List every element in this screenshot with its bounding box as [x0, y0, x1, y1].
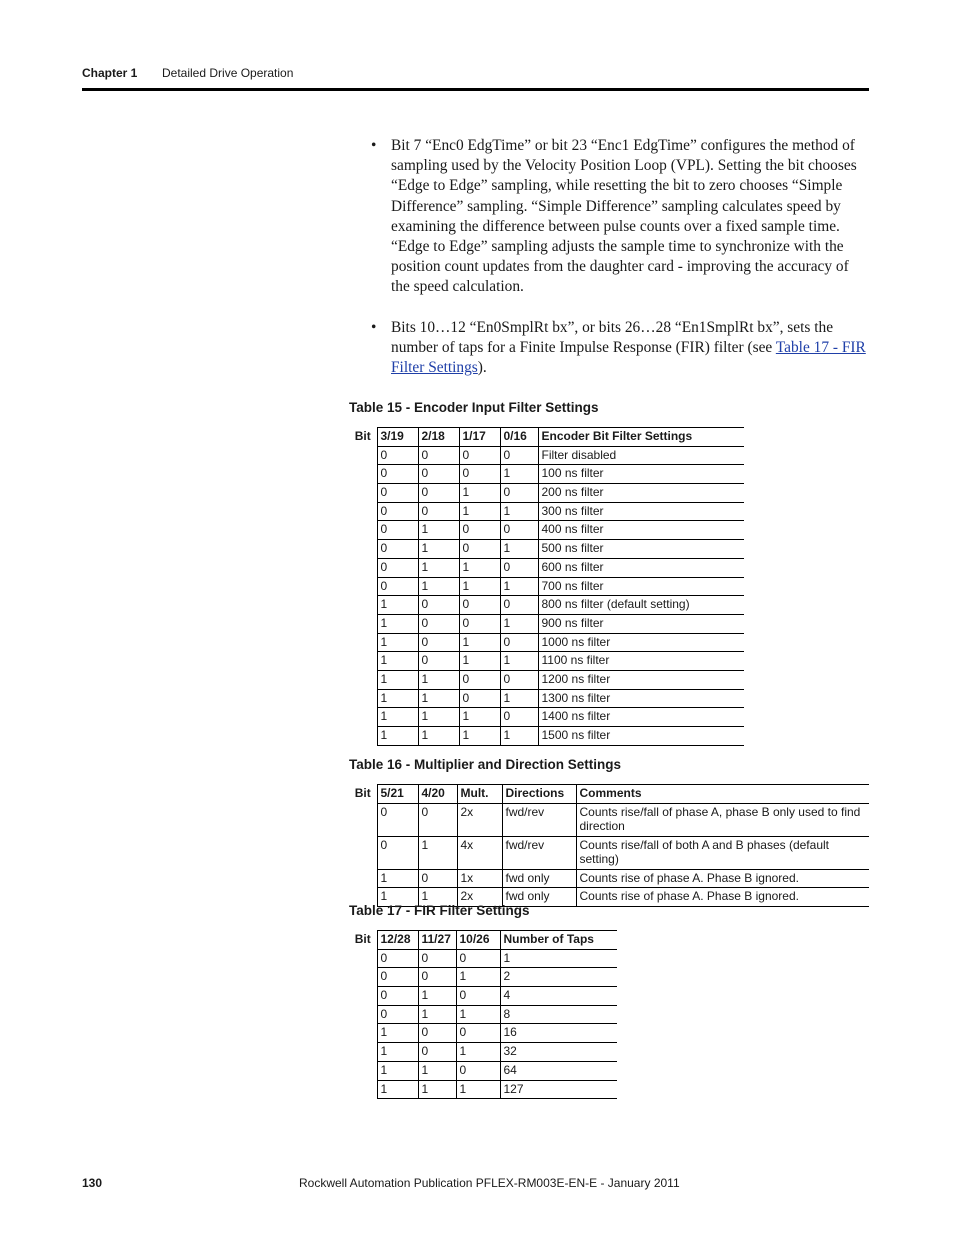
table15-bit-spacer	[349, 446, 377, 465]
table15-cell: 700 ns filter	[538, 577, 744, 596]
table15-header-row	[349, 428, 744, 447]
table15-bit-spacer	[349, 558, 377, 577]
table15-cell: 1	[500, 540, 538, 559]
table15-cell: 900 ns filter	[538, 614, 744, 633]
table15-cell: 0	[377, 577, 418, 596]
table15-cell: 1	[459, 502, 500, 521]
table17-bit-spacer	[349, 1005, 377, 1024]
table15-cell: 1	[377, 689, 418, 708]
table15-cell: 0	[459, 670, 500, 689]
table16-row	[349, 836, 869, 869]
table15-bit-spacer	[349, 670, 377, 689]
table17-cell: 16	[500, 1024, 617, 1043]
table17-header-cell: Number of Taps	[500, 931, 617, 950]
table15-cell: 1	[418, 689, 459, 708]
table17-header-bit: Bit	[354, 931, 371, 946]
table17-header-cell: 11/27	[418, 931, 456, 950]
table15-cell: 1200 ns filter	[538, 670, 744, 689]
table17-cell: 8	[500, 1005, 617, 1024]
table17-cell: 0	[377, 1005, 418, 1024]
table15-bit-spacer	[349, 465, 377, 484]
table15-bit-spacer	[349, 614, 377, 633]
table15-bit-spacer	[349, 596, 377, 615]
table17-cell: 1	[377, 1043, 418, 1062]
table16-cell: 1x	[457, 869, 502, 888]
table16-cell: 4x	[457, 836, 502, 869]
table17-cell: 1	[500, 949, 617, 968]
table17-fir-filter	[349, 930, 617, 1099]
table17-bit-spacer	[349, 1043, 377, 1062]
table15-header-cell: 3/19	[377, 428, 418, 447]
table17-cell: 0	[456, 949, 500, 968]
table15-cell: 1	[500, 652, 538, 671]
table16-cell: fwd only	[502, 888, 576, 907]
table16-row	[349, 803, 869, 836]
table17-row	[349, 949, 617, 968]
table15-row	[349, 633, 744, 652]
table15-cell: 1	[418, 727, 459, 746]
table15-row	[349, 502, 744, 521]
table15-cell: 0	[418, 446, 459, 465]
table15-cell: 0	[418, 596, 459, 615]
table15-cell: 0	[459, 596, 500, 615]
table15-bit-spacer	[349, 727, 377, 746]
table16-row	[349, 869, 869, 888]
table15-cell: 300 ns filter	[538, 502, 744, 521]
table17-cell: 0	[418, 968, 456, 987]
table16-cell: fwd/rev	[502, 836, 576, 869]
table15-row	[349, 652, 744, 671]
table15-cell: 200 ns filter	[538, 484, 744, 503]
table17-caption: Table 17 - FIR Filter Settings	[349, 903, 530, 918]
table17-cell: 0	[456, 1061, 500, 1080]
table15-cell: 1	[500, 614, 538, 633]
page-number: 130	[82, 1176, 103, 1190]
body-text	[371, 136, 871, 378]
table17-bit-spacer	[349, 1024, 377, 1043]
table17-cell: 1	[377, 1024, 418, 1043]
table15-row	[349, 540, 744, 559]
table16-multiplier-direction	[349, 784, 869, 907]
table17-row	[349, 1061, 617, 1080]
table15-cell: 1000 ns filter	[538, 633, 744, 652]
table17-cell: 1	[456, 1080, 500, 1099]
bullet-smplrt	[371, 318, 871, 379]
table17-cell: 0	[377, 968, 418, 987]
table15-cell: 1	[500, 689, 538, 708]
table16-cell: fwd only	[502, 869, 576, 888]
table16-cell: Counts rise of phase A. Phase B ignored.	[576, 869, 869, 888]
table17-cell: 1	[418, 1005, 456, 1024]
table15-cell: 0	[459, 521, 500, 540]
table17-cell: 0	[456, 987, 500, 1006]
table15-cell: 100 ns filter	[538, 465, 744, 484]
table15-row	[349, 558, 744, 577]
table17-row	[349, 1080, 617, 1099]
table15-bit-spacer	[349, 652, 377, 671]
table15-cell: 0	[418, 502, 459, 521]
table16-header-cell: 4/20	[418, 785, 457, 804]
table15-cell: 1	[418, 708, 459, 727]
table15-cell: 400 ns filter	[538, 521, 744, 540]
table16-cell: 1	[377, 869, 418, 888]
table17-cell: 0	[377, 949, 418, 968]
table15-bit-spacer	[349, 540, 377, 559]
table15-cell: 1	[377, 633, 418, 652]
table15-cell: 0	[500, 708, 538, 727]
table17-bit-spacer	[349, 968, 377, 987]
table16-cell: 0	[377, 803, 418, 836]
table17-cell: 127	[500, 1080, 617, 1099]
table16-cell: 1	[418, 836, 457, 869]
table16-cell: fwd/rev	[502, 803, 576, 836]
table17-cell: 64	[500, 1061, 617, 1080]
table17-cell: 0	[418, 1024, 456, 1043]
table17-cell: 4	[500, 987, 617, 1006]
table17-cell: 1	[418, 1061, 456, 1080]
table15-cell: 1	[377, 670, 418, 689]
table15-cell: Filter disabled	[538, 446, 744, 465]
table16-cell: 0	[377, 836, 418, 869]
table17-cell: 1	[377, 1080, 418, 1099]
table17-cell: 0	[377, 987, 418, 1006]
bullet-smplrt-text: Bits 10…12 “En0SmplRt bx”, or bits 26…28 “En1SmplRt bx”, sets the number of taps for a Finite Impulse Response (FIR) filter (see	[391, 318, 834, 356]
table17-cell: 2	[500, 968, 617, 987]
table16-caption: Table 16 - Multiplier and Direction Settings	[349, 757, 622, 772]
publication-footer: Rockwell Automation Publication PFLEX-RM003E-EN-E - January 2011	[299, 1176, 680, 1190]
table15-cell: 1	[459, 577, 500, 596]
table15-cell: 1100 ns filter	[538, 652, 744, 671]
chapter-label: Chapter 1	[82, 66, 138, 80]
table15-cell: 0	[500, 558, 538, 577]
table15-cell: 1	[418, 670, 459, 689]
chapter-title: Detailed Drive Operation	[162, 66, 294, 80]
table15-cell: 1	[500, 727, 538, 746]
table15-cell: 0	[377, 502, 418, 521]
header-rule	[82, 88, 869, 91]
table15-row	[349, 689, 744, 708]
table17-bit-spacer	[349, 1061, 377, 1080]
table15-cell: 1	[418, 540, 459, 559]
table16-cell: 0	[418, 869, 457, 888]
table17-bit-spacer	[349, 987, 377, 1006]
table15-bit-spacer	[349, 577, 377, 596]
table15-bit-spacer	[349, 502, 377, 521]
table17-cell: 1	[418, 987, 456, 1006]
table15-cell: 0	[459, 465, 500, 484]
table15-cell: 0	[500, 670, 538, 689]
table16-cell: Counts rise/fall of both A and B phases (default setting)	[576, 836, 869, 869]
table15-cell: 0	[500, 596, 538, 615]
table17-cell: 1	[377, 1061, 418, 1080]
table15-row	[349, 521, 744, 540]
table16-cell: 1	[418, 888, 457, 907]
table15-cell: 1	[459, 484, 500, 503]
bullet-dot-icon: •	[371, 137, 377, 154]
table15-cell: 0	[418, 633, 459, 652]
table17-cell: 1	[418, 1080, 456, 1099]
table15-cell: 0	[377, 558, 418, 577]
table15-cell: 800 ns filter (default setting)	[538, 596, 744, 615]
table17-row	[349, 987, 617, 1006]
table15-cell: 1	[459, 708, 500, 727]
table15-row	[349, 708, 744, 727]
table17-row	[349, 968, 617, 987]
table16-header-cell: 5/21	[377, 785, 418, 804]
table15-header-bit: Bit	[354, 428, 371, 443]
bullet-edgtime-text: Bit 7 “Enc0 EdgTime” or bit 23 “Enc1 EdgTime” configures the method of sampling used by the Velocity Position Loop (VPL). Setting the bit chooses “Edge to Edge” sampling, while resetting the bit to zero chooses “Simple Difference” sampling. “Simple Difference” sampling calculates speed by examining the difference between pulse counts over a fixed sample time. “Edge to Edge” sampling adjusts the sample time to synchronize with the position count updates from the daughter card - improving the accuracy of the speed calculation.	[391, 137, 857, 296]
table15-cell: 0	[377, 446, 418, 465]
table16-cell: Counts rise/fall of phase A, phase B only used to find direction	[576, 803, 869, 836]
table15-cell: 0	[500, 484, 538, 503]
table15-cell: 1	[500, 502, 538, 521]
table16-header-cell: Directions	[502, 785, 576, 804]
table17-row	[349, 1005, 617, 1024]
table17-cell: 0	[418, 1043, 456, 1062]
table15-row	[349, 596, 744, 615]
table15-row	[349, 670, 744, 689]
table15-cell: 1	[377, 614, 418, 633]
table16-header-cell: Comments	[576, 785, 869, 804]
table17-cell: 1	[456, 1005, 500, 1024]
table17-cell: 32	[500, 1043, 617, 1062]
table15-cell: 1	[459, 727, 500, 746]
table17-header-row	[349, 931, 617, 950]
table15-cell: 1	[418, 558, 459, 577]
table15-cell: 0	[377, 540, 418, 559]
table16-bit-spacer	[349, 869, 377, 888]
table15-cell: 1	[377, 652, 418, 671]
table15-bit-spacer	[349, 633, 377, 652]
table15-header-cell: Encoder Bit Filter Settings	[538, 428, 744, 447]
table15-encoder-filter	[349, 427, 744, 746]
table15-cell: 1	[418, 577, 459, 596]
table15-cell: 0	[459, 540, 500, 559]
table17-cell: 0	[456, 1024, 500, 1043]
table15-caption: Table 15 - Encoder Input Filter Settings	[349, 400, 599, 415]
table15-cell: 0	[500, 446, 538, 465]
table15-cell: 1	[459, 558, 500, 577]
table15-cell: 1	[418, 521, 459, 540]
table15-cell: 500 ns filter	[538, 540, 744, 559]
table16-cell: 1	[377, 888, 418, 907]
table17-row	[349, 1043, 617, 1062]
table17-cell: 1	[456, 968, 500, 987]
table15-cell: 1300 ns filter	[538, 689, 744, 708]
table15-cell: 0	[418, 614, 459, 633]
table15-cell: 1500 ns filter	[538, 727, 744, 746]
bullet-dot-icon: •	[371, 318, 377, 336]
table17-bit-spacer	[349, 1080, 377, 1099]
table15-cell: 1	[377, 727, 418, 746]
table15-cell: 1	[500, 465, 538, 484]
table15-cell: 1	[377, 596, 418, 615]
table16-header-bit: Bit	[354, 785, 371, 800]
table15-cell: 0	[418, 652, 459, 671]
table15-row	[349, 484, 744, 503]
table16-cell: 2x	[457, 803, 502, 836]
table15-bit-spacer	[349, 484, 377, 503]
table15-row	[349, 727, 744, 746]
table15-cell: 0	[418, 484, 459, 503]
table16-cell: 0	[418, 803, 457, 836]
table15-header-cell: 1/17	[459, 428, 500, 447]
table15-cell: 0	[459, 614, 500, 633]
table15-cell: 600 ns filter	[538, 558, 744, 577]
table15-cell: 1	[500, 577, 538, 596]
table15-bit-spacer	[349, 689, 377, 708]
bullet-edgtime	[371, 136, 871, 298]
table15-cell: 0	[459, 446, 500, 465]
table16-header-row	[349, 785, 869, 804]
table17-link[interactable]: Table 17 - FIR Filter Settings	[391, 338, 866, 377]
table16-cell: Counts rise of phase A. Phase B ignored.	[576, 888, 869, 907]
table17-cell: 1	[456, 1043, 500, 1062]
table17-header-cell: 12/28	[377, 931, 418, 950]
table15-row	[349, 465, 744, 484]
table15-cell: 1400 ns filter	[538, 708, 744, 727]
table15-cell: 0	[377, 484, 418, 503]
table15-cell: 0	[459, 689, 500, 708]
table15-cell: 0	[418, 465, 459, 484]
table15-row	[349, 577, 744, 596]
table15-bit-spacer	[349, 708, 377, 727]
table15-row	[349, 446, 744, 465]
table17-bit-spacer	[349, 949, 377, 968]
table15-cell: 1	[459, 633, 500, 652]
table16-bit-spacer	[349, 803, 377, 836]
table16-bit-spacer	[349, 836, 377, 869]
table15-cell: 0	[377, 521, 418, 540]
table15-header-cell: 2/18	[418, 428, 459, 447]
table17-header-cell: 10/26	[456, 931, 500, 950]
table15-cell: 0	[500, 633, 538, 652]
table15-cell: 1	[377, 708, 418, 727]
table17-cell: 0	[418, 949, 456, 968]
table15-bit-spacer	[349, 521, 377, 540]
bullet-smplrt-end: ).	[477, 359, 487, 377]
table15-row	[349, 614, 744, 633]
table15-cell: 1	[459, 652, 500, 671]
table15-header-cell: 0/16	[500, 428, 538, 447]
table16-cell: 2x	[457, 888, 502, 907]
table15-cell: 0	[377, 465, 418, 484]
table15-cell: 0	[500, 521, 538, 540]
table17-row	[349, 1024, 617, 1043]
table16-header-cell: Mult.	[457, 785, 502, 804]
